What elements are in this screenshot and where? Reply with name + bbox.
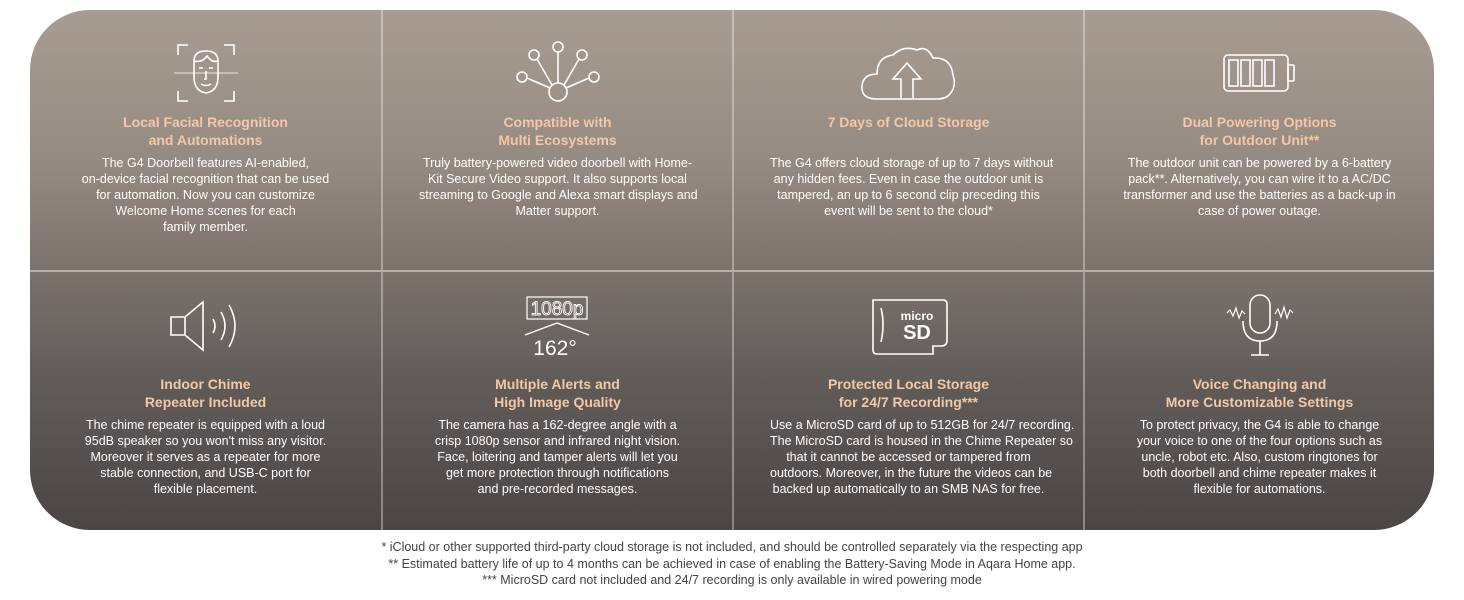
feature-description: The G4 Doorbell features AI-enabled, on-device facial recognition that can be used for automation. Now you can customize Welcome Home scenes for each family member. [81,156,330,234]
feature-title: 7 Days of Cloud Storage [827,114,990,130]
feature-description: The G4 offers cloud storage of up to 7 days without any hidden fees. Even in case the outdoor unit is tampered, an up to 6 second clip preceding this event will be sent to the cloud* [770,156,1054,218]
footnote-cloud: * iCloud or other supported third-party cloud storage is not included, and should be controlled separately via the respecting app [381,540,1083,554]
feature-multi-ecosystems [381,10,732,270]
feature-title: Dual Powering Options for Outdoor Unit** [1182,114,1337,148]
feature-indoor-chime [30,270,381,530]
feature-description: The chime repeater is equipped with a loud 95dB speaker so you won't miss any visitor. Moreover it serves as a repeater for more stable connection, and USB-C port for flexible placement. [84,418,327,496]
microphone-voice-icon [1205,292,1315,360]
footnotes [0,539,1464,589]
footnote-battery: ** Estimated battery life of up to 4 months can be achieved in case of enabling the Battery-Saving Mode in Aqara Home app. [388,556,1076,571]
feature-dual-power [1083,10,1434,270]
feature-voice-changing [1083,270,1434,530]
feature-description: The outdoor unit can be powered by a 6-battery pack**. Alternatively, you can wire it to a AC/DC transformer and use the batteries as a back-up in case of power outage. [1123,156,1396,218]
battery-icon [1205,40,1315,106]
feature-description: Truly battery-powered video doorbell with Home- Kit Secure Video support. It also supports local streaming to Google and Alexa smart displays and Matter support. [419,156,698,218]
speaker-icon [151,292,261,360]
sd-label: SD [902,322,931,344]
feature-facial-recognition [30,10,381,270]
ecosystem-network-icon [503,40,613,106]
feature-local-storage [732,270,1083,530]
cloud-upload-icon [854,40,964,106]
feature-title: Multiple Alerts and High Image Quality [494,376,621,410]
features-grid [30,10,1434,530]
feature-cloud-storage [732,10,1083,270]
feature-title: Protected Local Storage for 24/7 Recording*** [827,376,990,410]
feature-alerts-image-quality [381,270,732,530]
micro-label: micro [900,309,933,323]
face-recognition-icon [151,40,261,106]
features-panel [30,10,1434,530]
feature-title: Local Facial Recognition and Automations [123,114,288,148]
feature-title: Compatible with Multi Ecosystems [498,114,617,148]
footnote-microsd: *** MicroSD card not included and 24/7 recording is only available in wired powering mode [482,573,982,587]
angle-label: 162° [532,337,577,357]
feature-title: Indoor Chime Repeater Included [144,376,267,410]
feature-description: To protect privacy, the G4 is able to change your voice to one of the four options such as uncle, robot etc. Also, custom ringtones for both doorbell and chime repeater makes it flexible for automations. [1136,418,1383,496]
resolution-label: 1080p [530,299,583,320]
microsd-card-icon [854,292,964,360]
wide-angle-1080p-icon [503,292,613,360]
feature-description: The camera has a 162-degree angle with a crisp 1080p sensor and infrared night vision. Face, loitering and tamper alerts will let you get more protection through notifications and pre-recorded messages. [434,418,681,496]
feature-title: Voice Changing and More Customizable Settings [1165,376,1354,410]
feature-description: Use a MicroSD card of up to 512GB for 24/7 recording. The MicroSD card is housed in the Chime Repeater so that it cannot be accessed or tampered from outdoors. Moreover, in the future the videos can be backed up automatically to an SMB NAS for free. [770,418,1075,496]
